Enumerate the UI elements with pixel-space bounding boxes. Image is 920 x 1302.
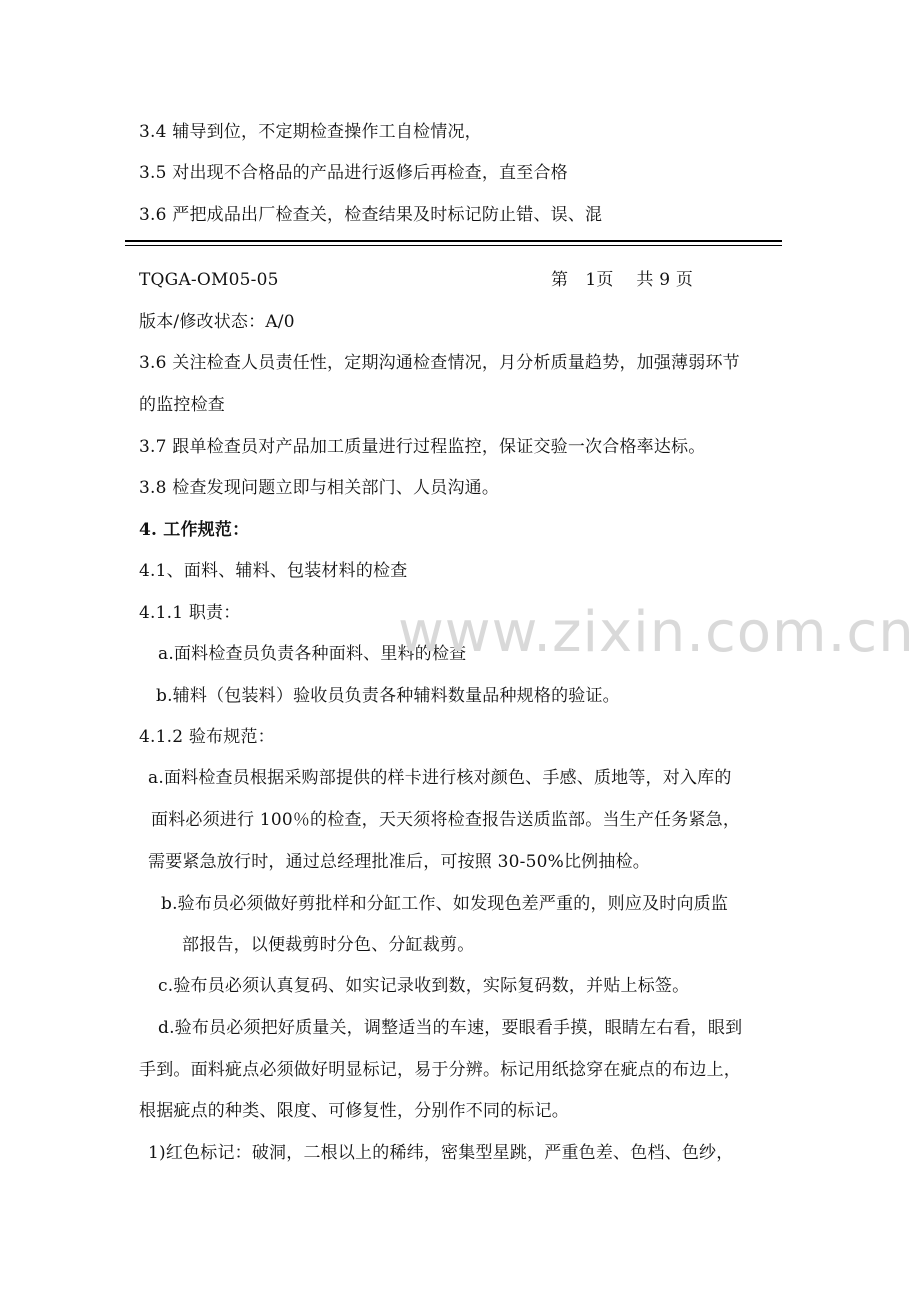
- item-d-inspection-line-1: d.验布员必须把好质量关，调整适当的车速，要眼看手摸，眼睛左右看，眼到: [158, 1018, 743, 1038]
- separator-thin-line: [125, 245, 782, 246]
- item-a-inspection-line-2: 面料必须进行 100％的检查，天天须将检查报告送质监部。当生产任务紧急，: [151, 810, 741, 830]
- watermark-text: www.zixin.com.cn: [398, 600, 915, 665]
- clause-3-6-first: 3.6 严把成品出厂检查关，检查结果及时标记防止错、误、混: [139, 205, 603, 225]
- item-b-inspection-line-2: 部报告，以便裁剪时分色、分缸裁剪。: [182, 935, 475, 955]
- clause-3-6-line-2: 的监控检查: [139, 395, 225, 415]
- clause-3-5: 3.5 对出现不合格品的产品进行返修后再检查，直至合格: [139, 163, 568, 183]
- clause-3-4: 3.4 辅导到位，不定期检查操作工自检情况，: [139, 122, 482, 142]
- clause-3-6-line-1: 3.6 关注检查人员责任性，定期沟通检查情况，月分析质量趋势，加强薄弱环节: [139, 353, 740, 373]
- item-d-inspection-line-3: 根据疵点的种类、限度、可修复性，分别作不同的标记。: [139, 1101, 569, 1121]
- item-d-inspection-line-2: 手到。面料疵点必须做好明显标记，易于分辨。标记用纸捻穿在疵点的布边上，: [139, 1060, 741, 1080]
- marking-rule-1: 1)红色标记：破洞，二根以上的稀纬，密集型星跳，严重色差、色档、色纱，: [148, 1143, 734, 1163]
- item-a-inspection-line-1: a.面料检查员根据采购部提供的样卡进行核对颜色、手感、质地等，对入库的: [148, 768, 732, 788]
- document-code: TQGA-OM05-05: [139, 270, 279, 290]
- item-b-inspection-line-1: b.验布员必须做好剪批样和分缸工作、如发现色差严重的，则应及时向质监: [161, 894, 729, 914]
- clause-4-1: 4.1、面料、辅料、包装材料的检查: [139, 561, 408, 581]
- version-status: 版本/修改状态：A/0: [139, 312, 295, 332]
- item-b-responsibility: b.辅料（包装料）验收员负责各种辅料数量品种规格的验证。: [156, 686, 620, 706]
- clause-4-1-2: 4.1.2 验布规范：: [139, 727, 275, 747]
- clause-3-7: 3.7 跟单检查员对产品加工质量进行过程监控，保证交验一次合格率达标。: [139, 437, 706, 457]
- section-heading-4: 4. 工作规范：: [139, 520, 250, 540]
- item-c-inspection: c.验布员必须认真复码、如实记录收到数，实际复码数，并贴上标签。: [158, 976, 690, 996]
- item-a-responsibility: a.面料检查员负责各种面料、里料的检查: [158, 644, 467, 664]
- item-a-inspection-line-3: 需要紧急放行时，通过总经理批准后，可按照 30-50%比例抽检。: [148, 852, 650, 872]
- clause-4-1-1: 4.1.1 职责：: [139, 603, 241, 623]
- page-number: 第 1页 共 9 页: [551, 270, 694, 290]
- separator-thick-line: [125, 240, 782, 242]
- clause-3-8: 3.8 检查发现问题立即与相关部门、人员沟通。: [139, 478, 500, 498]
